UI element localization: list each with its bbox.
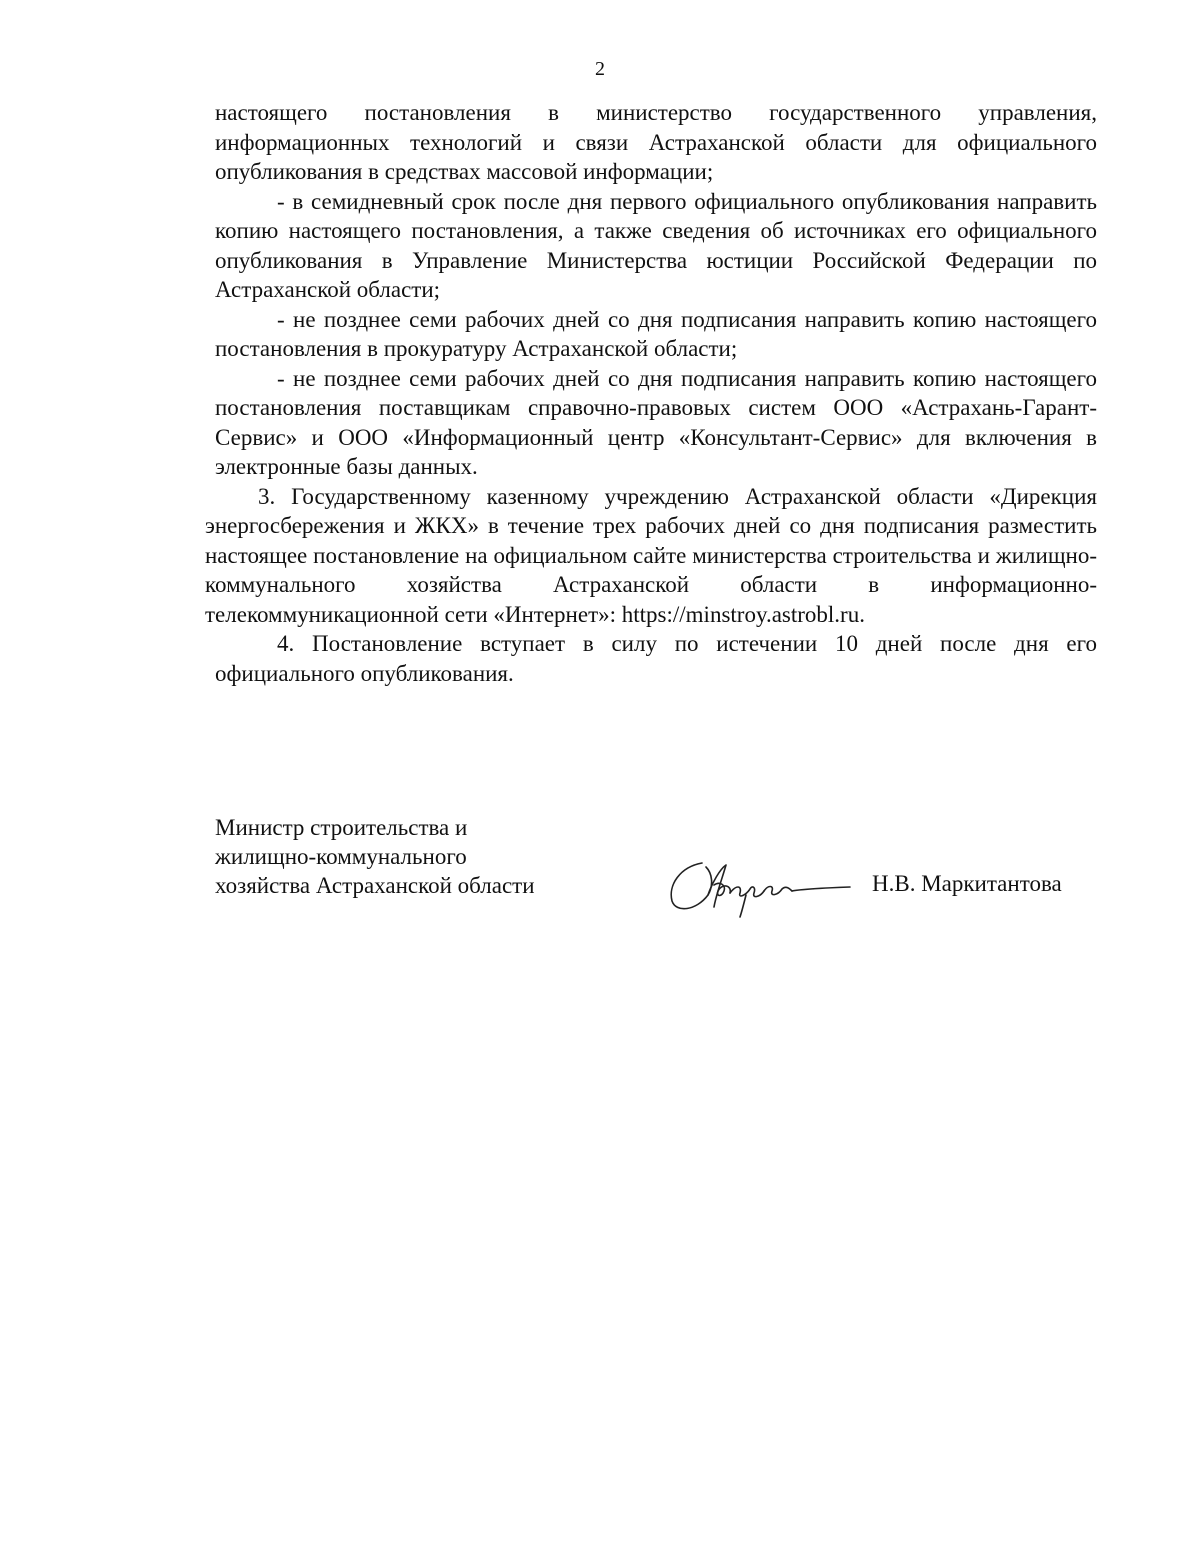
signer-position <box>215 813 535 900</box>
signer-position-line: хозяйства Астраханской области <box>215 873 535 898</box>
page-number: 2 <box>595 58 605 80</box>
paragraph-item-3: 3. Государственному казенному учреждению Астраханской области «Дирекция энергосбережения и ЖКХ» в течение трех рабочих дней со дня подписания разместить настоящее постановление на официальном сайте министерства строительства и жилищно-коммунального хозяйства Астраханской области в информационно-телекоммуникационной сети «Интернет»: https://minstroy.astrobl.ru. <box>205 483 1097 627</box>
signer-position-line: жилищно-коммунального <box>215 844 467 869</box>
paragraph-prosecutor-copy: - не позднее семи рабочих дней со дня подписания направить копию настоящего постановления в прокуратуру Астраханской области; <box>215 306 1097 361</box>
paragraph-publication-deadline: - в семидневный срок после дня первого официального опубликования направить копию настоящего постановления, а также сведения об источниках его официального опубликования в Управление Министерства юстиции Российской Федерации по Астраханской области; <box>215 188 1097 302</box>
paragraph-continuation: настоящего постановления в министерство государственного управления, информационных технологий и связи Астраханской области для официального опубликования в средствах массовой информации; <box>215 100 1097 184</box>
paragraph-item-4: 4. Постановление вступает в силу по истечении 10 дней после дня его официального опубликования. <box>215 631 1097 686</box>
paragraph-legal-systems-copy: - не позднее семи рабочих дней со дня подписания направить копию настоящего постановления поставщикам справочно-правовых систем ООО «Астрахань-Гарант-Сервис» и ООО «Информационный центр «Консультант-Сервис» для включения в электронные базы данных. <box>215 365 1097 479</box>
handwritten-signature <box>662 855 852 921</box>
document-body <box>205 98 1097 688</box>
signer-name: Н.В. Маркитантова <box>872 871 1062 896</box>
signer-position-line: Министр строительства и <box>215 815 468 840</box>
